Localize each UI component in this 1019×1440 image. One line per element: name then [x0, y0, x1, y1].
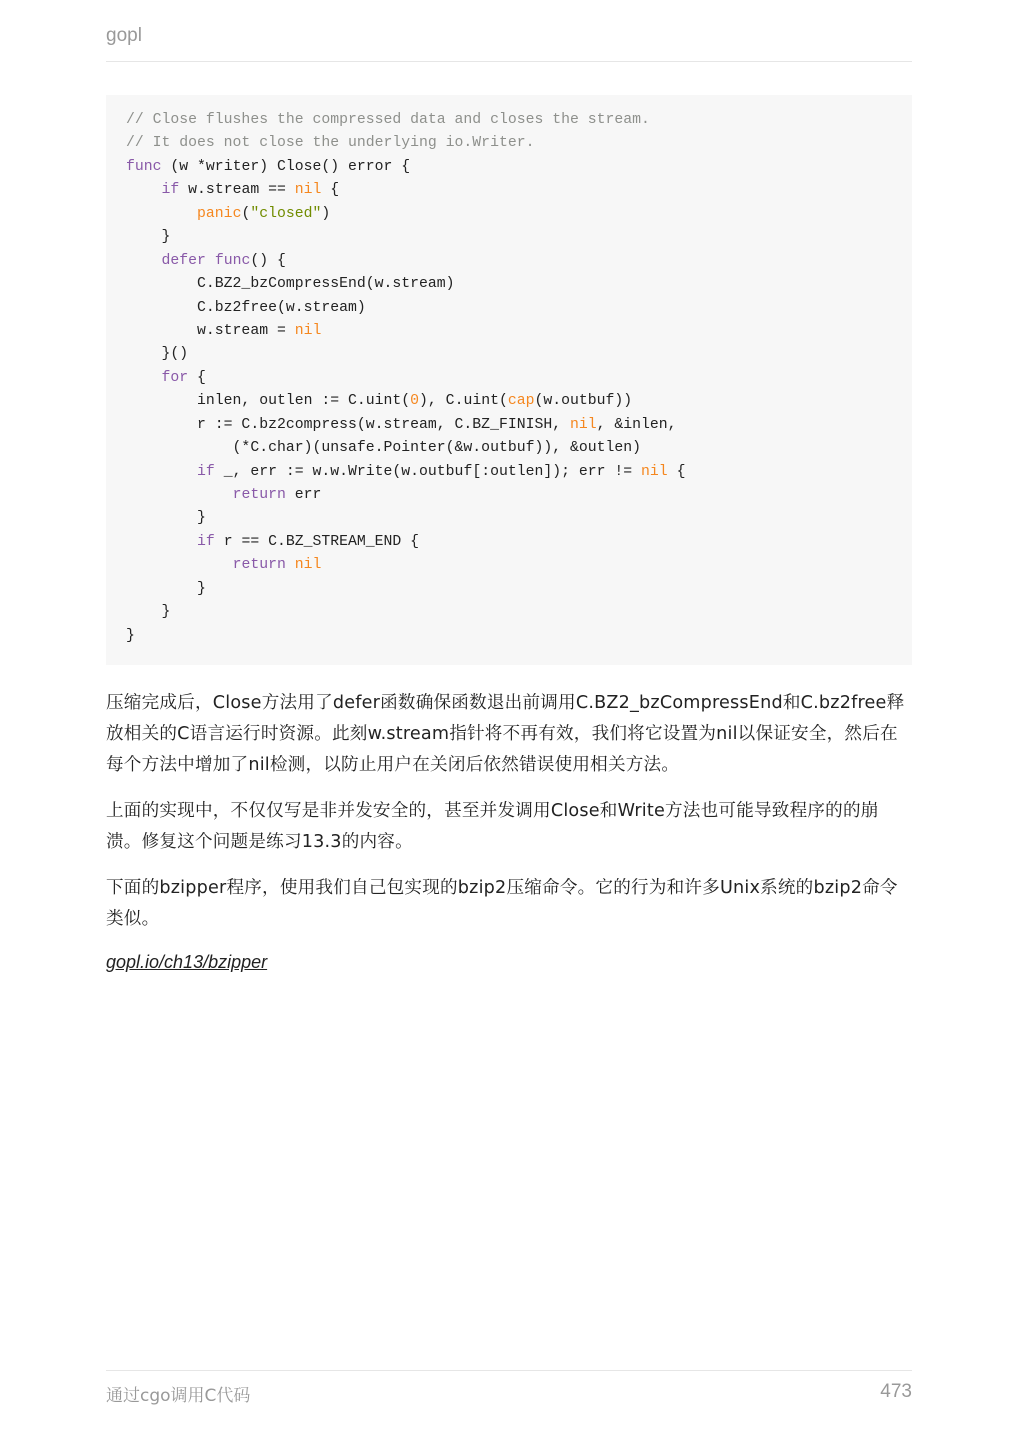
code-line: [126, 367, 912, 390]
book-title: gopl: [106, 25, 142, 46]
code-token: panic: [197, 205, 242, 222]
code-line: [126, 109, 912, 132]
code-line: [126, 554, 912, 577]
page-number: 473: [880, 1381, 912, 1402]
code-token: }: [126, 510, 206, 527]
code-line: [126, 601, 912, 624]
code-token: nil: [294, 322, 322, 339]
code-token: [126, 487, 233, 503]
code-token: return: [232, 487, 286, 503]
code-token: }: [126, 229, 171, 246]
code-line: [126, 132, 912, 155]
code-token: , &inlen,: [596, 416, 677, 433]
paragraph-concurrency-note: 上面的实现中，不仅仅写是非并发安全的，甚至并发调用Close和Write方法也可能导致程序的的崩溃。修复这个问题是练习13.3的内容。: [106, 801, 879, 852]
code-line: [126, 578, 912, 601]
code-token: ): [321, 205, 331, 222]
code-token: // It does not close the underlying io.Writer.: [126, 135, 535, 152]
code-token: [126, 370, 162, 386]
code-line: [126, 250, 912, 273]
code-token: [286, 557, 295, 573]
code-token: (w.outbuf)): [534, 393, 633, 410]
code-token: 0: [410, 393, 420, 410]
code-line: [126, 320, 912, 343]
code-token: C.BZ2_bzCompressEnd(w.stream): [126, 276, 455, 293]
code-token: (w *writer) Close() error {: [161, 158, 411, 175]
code-token: (*C.char)(unsafe.Pointer(&w.outbuf)), &outlen): [126, 440, 642, 457]
code-token: w.stream ==: [179, 182, 295, 199]
code-token: r := C.bz2compress(w.stream, C.BZ_FINISH,: [126, 416, 570, 433]
code-line: [126, 297, 912, 320]
code-token: ), C.uint(: [419, 393, 508, 410]
code-line: [126, 625, 912, 648]
code-token: w.stream =: [126, 322, 295, 339]
code-line: [126, 179, 912, 202]
code-line: [126, 156, 912, 179]
code-token: func: [126, 158, 162, 175]
code-token: }(): [126, 346, 189, 363]
code-line: [126, 226, 912, 249]
code-line: [126, 461, 912, 484]
chapter-title: 通过cgo调用C代码: [106, 1386, 251, 1406]
code-line: [126, 273, 912, 296]
paragraph-bzipper-intro: 下面的bzipper程序，使用我们自己包实现的bzip2压缩命令。它的行为和许多Unix系统的bzip2命令类似。: [106, 878, 898, 929]
code-block: [106, 95, 912, 665]
code-token: }: [126, 627, 135, 644]
code-token: err: [285, 487, 322, 503]
code-token: if: [197, 533, 215, 550]
paragraph-close-explanation: 压缩完成后，Close方法用了defer函数确保函数退出前调用C.BZ2_bzCompressEnd和C.bz2free释放相关的C语言运行时资源。此刻w.stream指针将不再有效，我们将它设置为nil以保证安全，然后在每个方法中增加了nil检测，以防止用户在关闭后依然错误使用相关方法。: [106, 693, 905, 775]
code-token: [206, 253, 215, 269]
code-token: [126, 253, 162, 269]
code-token: // Close flushes the compressed data and closes the stream.: [126, 112, 650, 128]
code-token: cap: [507, 393, 535, 410]
code-token: [126, 557, 233, 573]
code-token: C.bz2free(w.stream): [126, 299, 366, 316]
code-token: {: [188, 369, 206, 386]
code-token: {: [321, 182, 340, 199]
code-token: [126, 534, 197, 550]
code-token: defer: [161, 252, 206, 269]
code-line: [126, 507, 912, 530]
code-token: r == C.BZ_STREAM_END {: [214, 533, 420, 550]
source-link[interactable]: gopl.io/ch13/bzipper: [106, 952, 268, 972]
code-token: {: [667, 463, 686, 480]
code-line: [126, 531, 912, 554]
code-line: [126, 414, 912, 437]
code-token: }: [126, 604, 171, 621]
code-token: return: [232, 557, 286, 574]
code-token: if: [161, 182, 180, 199]
code-token: if: [197, 463, 215, 480]
code-token: [126, 464, 197, 480]
code-line: [126, 437, 912, 460]
code-token: for: [161, 369, 189, 386]
code-token: nil: [641, 463, 668, 480]
code-line: [126, 203, 912, 226]
code-token: }: [126, 580, 206, 597]
code-token: nil: [294, 557, 322, 574]
code-token: [126, 182, 162, 198]
code-token: nil: [294, 182, 322, 199]
code-token: "closed": [250, 205, 322, 222]
page-footer: [106, 1370, 912, 1406]
code-line: [126, 343, 912, 366]
code-token: (: [241, 205, 251, 222]
code-token: _, err := w.w.Write(w.outbuf[:outlen]); err !=: [214, 463, 642, 480]
code-token: () {: [250, 252, 286, 269]
code-line: [126, 390, 912, 413]
page-header: [106, 24, 912, 62]
code-token: inlen, outlen := C.uint(: [126, 393, 411, 410]
code-token: [126, 206, 197, 222]
code-token: nil: [569, 416, 597, 433]
code-line: [126, 484, 912, 507]
main-content: [106, 688, 912, 973]
code-token: func: [214, 252, 251, 269]
